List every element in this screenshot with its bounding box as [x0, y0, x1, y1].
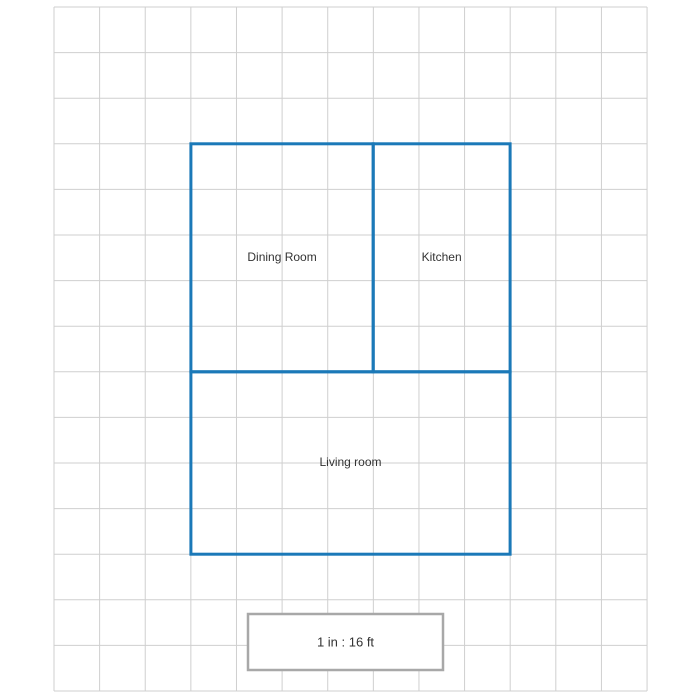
room-label-living-room: Living room	[319, 455, 382, 470]
room-label-kitchen: Kitchen	[421, 249, 462, 264]
room-label-dining-room: Dining Room	[247, 249, 317, 264]
scale-legend-label: 1 in : 16 ft	[316, 634, 375, 650]
